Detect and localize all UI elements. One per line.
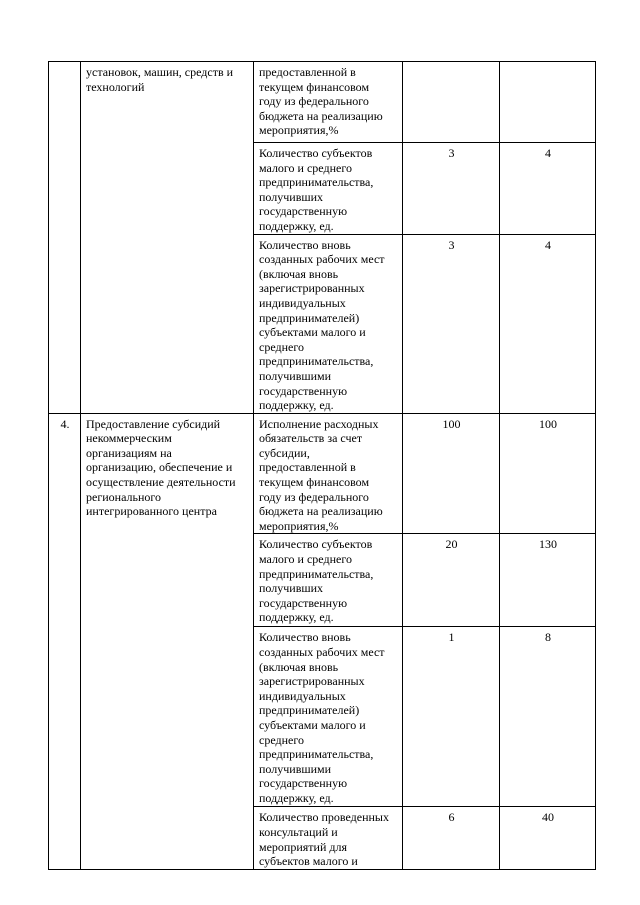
indicator-value-2: 40 [500,807,596,869]
indicator-value-1: 100 [403,413,500,534]
measure-name: установок, машин, средств и технологий [81,62,254,414]
table-row [49,62,596,143]
indicator-text: Количество вновь созданных рабочих мест (включая вновь зарегистрированных индивидуальных предпринимателей) субъектами малого и среднего предпринимательства, получившими государственную поддержку, ед. [254,627,403,807]
indicator-text: Количество субъектов малого и среднего предпринимательства, получивших государственную поддержку, ед. [254,534,403,627]
indicator-text: предоставленной в текущем финансовом году из федерального бюджета на реализацию мероприятия,% [254,62,403,143]
indicator-text: Количество вновь созданных рабочих мест (включая вновь зарегистрированных индивидуальных предпринимателей) субъектами малого и среднего предпринимательства, получившими государственную поддержку, ед. [254,234,403,413]
indicators-table [48,61,596,870]
indicator-value-1: 3 [403,143,500,235]
indicator-value-2: 4 [500,234,596,413]
table-body [49,62,596,870]
indicator-value-2 [500,62,596,143]
indicator-value-2: 4 [500,143,596,235]
indicator-text: Количество проведенных консультаций и мероприятий для субъектов малого и [254,807,403,869]
row-number: 4. [49,413,81,869]
indicator-value-1: 6 [403,807,500,869]
indicator-value-1: 3 [403,234,500,413]
indicator-value-2: 130 [500,534,596,627]
measure-name: Предоставление субсидий некоммерческим организациям на организацию, обеспечение и осуществление деятельности регионального интегрированного центра [81,413,254,869]
indicator-value-2: 8 [500,627,596,807]
indicator-text: Количество субъектов малого и среднего предпринимательства, получивших государственную поддержку, ед. [254,143,403,235]
table-row [49,413,596,534]
indicator-value-1: 20 [403,534,500,627]
indicator-value-1 [403,62,500,143]
row-number [49,62,81,414]
indicator-value-2: 100 [500,413,596,534]
indicator-text: Исполнение расходных обязательств за счет субсидии, предоставленной в текущем финансовом году из федерального бюджета на реализацию мероприятия,% [254,413,403,534]
indicator-value-1: 1 [403,627,500,807]
